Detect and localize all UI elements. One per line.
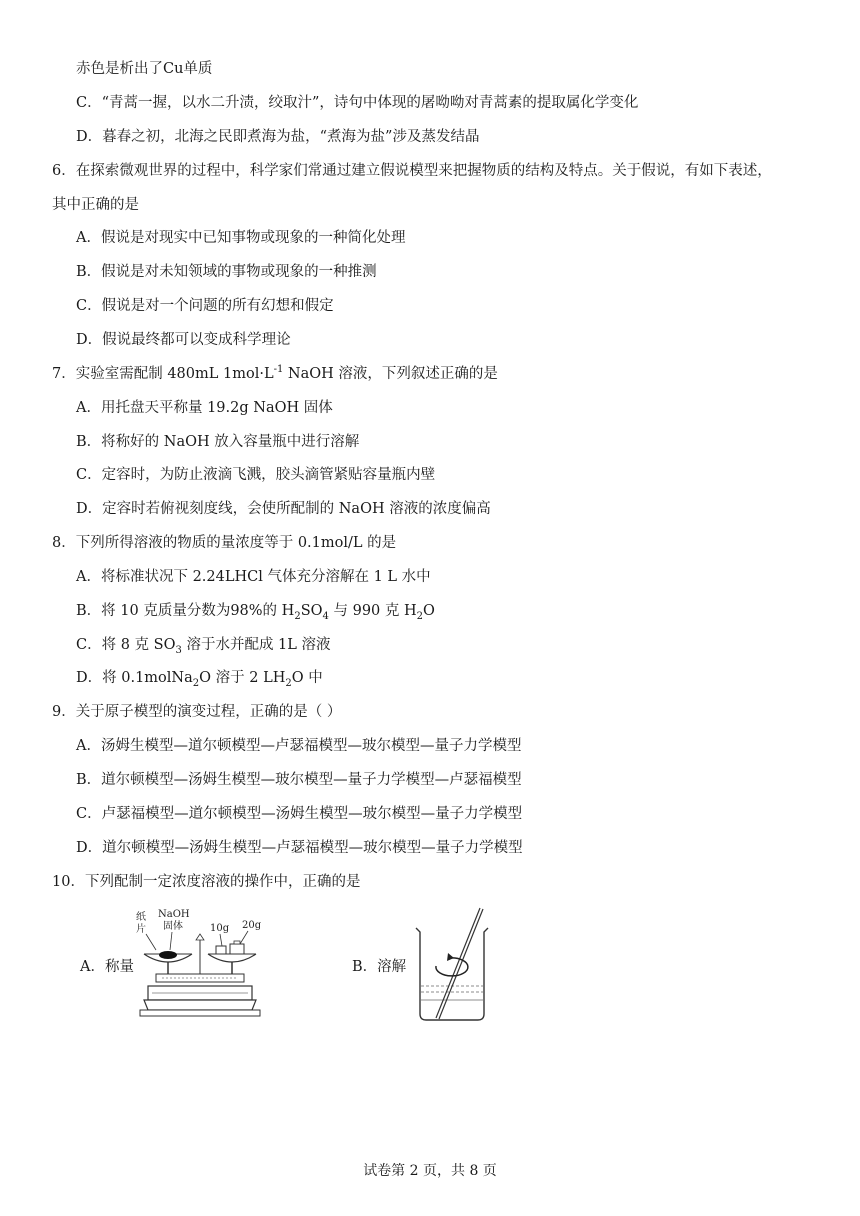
q5-continued-text: 赤色是析出了Cu单质 [76, 61, 213, 77]
balance-weighing-figure [130, 906, 265, 1021]
q6-option-b: B．假说是对未知领域的事物或现象的一种推测 [76, 264, 377, 280]
q8-option-a: A．将标准状况下 2.24LHCl 气体充分溶解在 1 L 水中 [76, 569, 431, 585]
paper-label-2: 片 [136, 924, 146, 935]
q7-stem: 7．实验室需配制 480mL $1mol\cdot L^{-1}$ NaOH 溶液，下列叙述正确的是 [52, 364, 498, 382]
q8-stem: 8．下列所得溶液的物质的量浓度等于 0.1mol/L 的是 [52, 535, 397, 551]
q9-option-c: C．卢瑟福模型—道尔顿模型—汤姆生模型—玻尔模型—量子力学模型 [76, 806, 523, 822]
q5-option-c: C．“青蒿一握，以水二升渍，绞取汁”，诗句中体现的屠呦呦对青蒿素的提取属化学变化 [76, 95, 639, 111]
q5-option-d: D．暮春之初，北海之民即煮海为盐，“煮海为盐”涉及蒸发结晶 [76, 129, 480, 145]
q8-option-c: C．将 8 克 $SO_3$ 溶于水并配成 1L 溶液 [76, 637, 331, 656]
q10-option-a-label: A．称量 [80, 959, 134, 975]
naoh-label-1: NaOH [158, 909, 190, 920]
q8-option-b: B．将 10 克质量分数为98%的 $H_2SO_4$ 与 990 克 $H_2O$ [76, 603, 435, 622]
q6-option-c: C．假说是对一个问题的所有幻想和假定 [76, 298, 334, 314]
weight-10g-label: 10g [210, 923, 230, 934]
q9-stem: 9．关于原子模型的演变过程，正确的是（ ） [52, 704, 342, 720]
q9-option-d: D．道尔顿模型—汤姆生模型—卢瑟福模型—玻尔模型—量子力学模型 [76, 840, 523, 856]
paper-label-1: 纸 [136, 912, 146, 923]
q6-stem-line2: 其中正确的是 [52, 197, 139, 213]
beaker-dissolving-figure [410, 902, 500, 1024]
q8-option-d: D．将 0.1molNa$_2$O 溶于 2 $LH_2O$ 中 [76, 670, 323, 689]
q6-stem-line1: 6．在探索微观世界的过程中，科学家们常通过建立假说模型来把握物质的结构及特点。关于假说，有如下表述， [52, 163, 772, 179]
q7-option-a: A．用托盘天平称量 19.2g NaOH 固体 [76, 400, 333, 416]
naoh-label-2: 固体 [163, 921, 183, 932]
q7-option-c: C．定容时，为防止液滴飞溅，胶头滴管紧贴容量瓶内壁 [76, 467, 436, 483]
page-footer: 试卷第 2 页，共 8 页 [363, 1163, 497, 1179]
q6-option-a: A．假说是对现实中已知事物或现象的一种简化处理 [76, 230, 406, 246]
q6-option-d: D．假说最终都可以变成科学理论 [76, 332, 291, 348]
q9-option-a: A．汤姆生模型—道尔顿模型—卢瑟福模型—玻尔模型—量子力学模型 [76, 738, 522, 754]
q9-option-b: B．道尔顿模型—汤姆生模型—玻尔模型—量子力学模型—卢瑟福模型 [76, 772, 522, 788]
weight-20g-label: 20g [242, 920, 262, 931]
q7-option-d: D．定容时若俯视刻度线，会使所配制的 NaOH 溶液的浓度偏高 [76, 501, 491, 517]
q10-stem: 10．下列配制一定浓度溶液的操作中，正确的是 [52, 874, 361, 890]
q7-option-b: B．将称好的 NaOH 放入容量瓶中进行溶解 [76, 434, 360, 450]
q10-option-b-label: B．溶解 [352, 959, 407, 975]
